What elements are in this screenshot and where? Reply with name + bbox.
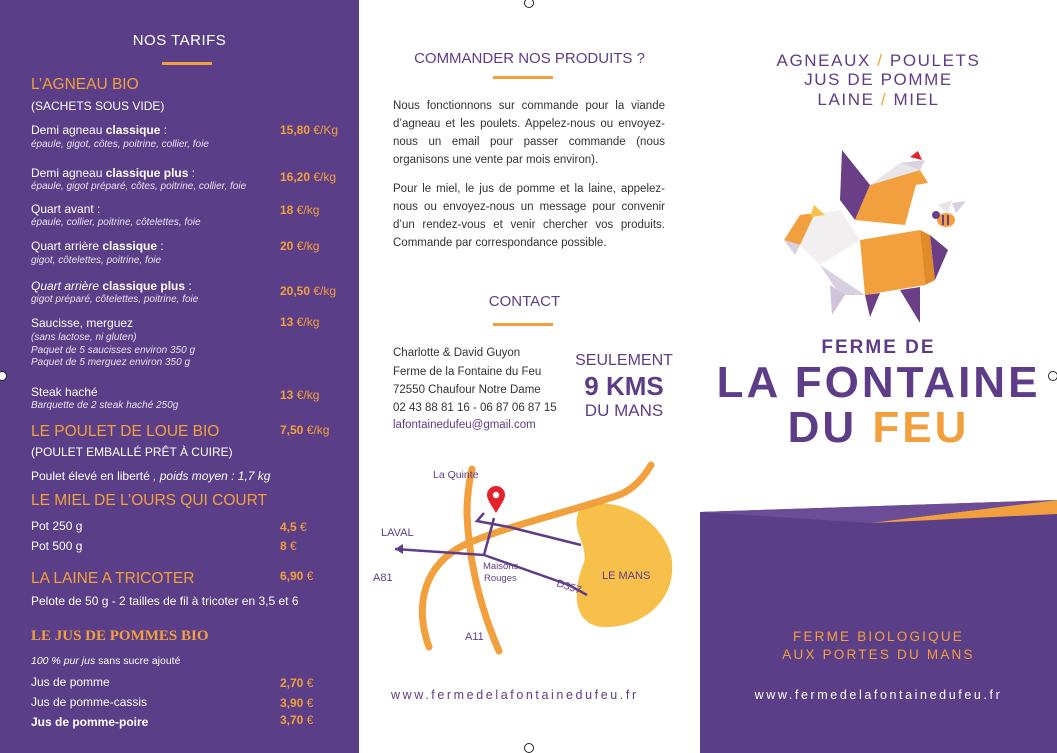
contact-name: Charlotte & David Guyon	[393, 347, 521, 359]
contact-address: 72550 Chaufour Notre Dame	[393, 384, 541, 396]
commande-underline	[493, 76, 553, 79]
price-item-detail: Barquette de 2 steak haché 250g	[31, 400, 179, 411]
price-value: 13 €/kg	[280, 388, 320, 402]
price-item-detail: (sans lactose, ni gluten)	[31, 332, 137, 343]
map-label-a11: A11	[465, 631, 484, 643]
price-item-detail: épaule, gigot préparé, côtes, poitrine, collier, foie	[31, 181, 247, 192]
agneau-title: L’AGNEAU BIO	[31, 76, 139, 93]
le-mans-area	[577, 504, 673, 628]
agneau-subtitle: (SACHETS SOUS VIDE)	[31, 99, 165, 113]
price-item-name: Jus de pomme	[31, 675, 110, 689]
price-item-detail: gigot préparé, côtelettes, poitrine, foie	[31, 294, 199, 305]
price-value: 3,90 €	[280, 696, 314, 710]
registration-mark	[524, 743, 534, 753]
origami-bee-icon	[932, 200, 966, 227]
ferme-de-label: FERME DE	[821, 337, 936, 358]
tarifs-panel	[0, 0, 359, 753]
contact-phone: 02 43 88 81 16 - 06 87 06 87 15	[393, 402, 557, 414]
poulet-line: Poulet élevé en liberté , poids moyen : 1,7 kg	[31, 469, 271, 483]
map-label-laval: LAVAL	[381, 527, 414, 539]
price-item-name: Quart avant :	[31, 202, 101, 216]
map-label-le-mans: LE MANS	[602, 570, 651, 582]
laine-line: Pelote de 50 g - 2 tailles de fil à tricoter en 3,5 et 6	[31, 594, 299, 608]
price-value: 20 €/kg	[280, 239, 320, 253]
commande-paragraph-1: Nous fonctionnons sur commande pour la viande d’agneau et les poulets. Appelez-nous ou envoyez-nous un email pour passer commande (nous organisons une vente par mois environ).	[393, 100, 665, 166]
map-pin-icon	[487, 486, 505, 513]
cover-bottom-band	[700, 500, 1057, 753]
title-underline	[162, 62, 212, 65]
commande-panel	[359, 0, 700, 753]
products-line-2: JUS DE POMME	[804, 70, 953, 89]
tarifs-title: NOS TARIFS	[132, 32, 227, 49]
seulement-label: SEULEMENT	[575, 352, 673, 369]
contact-email[interactable]: lafontainedufeu@gmail.com	[393, 419, 536, 431]
poulet-subtitle: (POULET EMBALLÉ PRÊT À CUIRE)	[31, 445, 233, 459]
contact-underline	[493, 323, 553, 326]
price-item-detail: épaule, gigot, côtes, poitrine, collier, foie	[31, 139, 209, 150]
price-item-name: Demi agneau classique plus :	[31, 166, 196, 180]
map-label-d357: D357	[555, 577, 583, 597]
price-value: 2,70 €	[280, 676, 314, 690]
laine-title: LA LAINE A TRICOTER	[31, 570, 195, 587]
origami-animals-illustration	[770, 145, 990, 325]
la-fontaine-label: LA FONTAINE	[716, 358, 1041, 407]
miel-title: LE MIEL DE L’OURS QUI COURT	[31, 492, 267, 509]
cover-panel	[700, 0, 1057, 753]
origami-hen-icon	[840, 150, 928, 225]
map-label-a81: A81	[373, 572, 393, 584]
products-line-1: AGNEAUX / POULETS	[776, 51, 981, 70]
website-link[interactable]: www.fermedelafontainedufeu.fr	[391, 688, 639, 702]
tagline-line-1: FERME BIOLOGIQUE	[793, 629, 964, 644]
price-value: 3,70 €	[280, 713, 314, 727]
map-label-rouges: Rouges	[484, 573, 517, 584]
price-value: 13 €/kg	[280, 315, 320, 329]
price-item-name: Pot 500 g	[31, 539, 83, 553]
arrow-laval-icon	[395, 544, 403, 554]
price-item-name: Saucisse, merguez	[31, 316, 134, 330]
map-label-maisons: Maisons	[483, 561, 519, 572]
price-item-detail: Paquet de 5 saucisses environ 350 g	[31, 345, 195, 356]
price-item-name: Pot 250 g	[31, 519, 83, 533]
du-feu-label: DU FEU	[787, 403, 970, 452]
map-label-la-quinte: La Quinte	[433, 469, 479, 481]
jus-subtitle: 100 % pur jus sans sucre ajouté	[31, 655, 181, 667]
jus-title: LE JUS DE POMMES BIO	[31, 628, 209, 644]
price-value: 20,50 €/kg	[280, 284, 337, 298]
price-value: 7,50 €/kg	[280, 423, 330, 437]
price-value: 15,80 €/Kg	[280, 123, 339, 137]
price-value: 4,5 €	[280, 520, 307, 534]
price-value: 18 €/kg	[280, 203, 320, 217]
kms-label: 9 KMS	[584, 371, 664, 401]
price-item-detail: épaule, collier, poitrine, côtelettes, foie	[31, 217, 201, 228]
price-value: 6,90 €	[280, 569, 314, 583]
price-item-detail: gigot, côtelettes, poitrine, foie	[31, 255, 162, 266]
price-item-detail: Paquet de 5 merguez environ 350 g	[31, 357, 190, 368]
commande-paragraph-2: Pour le miel, le jus de pomme et la laine, appelez-nous ou envoyez-nous un message pour convenir d’un rendez-vous et venir chercher vos produits. Commande par correspondance possible.	[393, 183, 665, 249]
poulet-title: LE POULET DE LOUE BIO	[31, 423, 220, 440]
du-mans-label: DU MANS	[584, 401, 664, 420]
contact-farm: Ferme de la Fontaine du Feu	[393, 366, 542, 378]
price-item-name: Jus de pomme-cassis	[31, 695, 148, 709]
price-item-name: Quart arrière classique plus :	[31, 279, 192, 293]
products-line-3: LAINE / MIEL	[817, 90, 940, 109]
route-local	[477, 513, 581, 545]
price-value: 8 €	[280, 539, 297, 553]
registration-mark	[1048, 371, 1057, 381]
contact-title: CONTACT	[488, 293, 561, 310]
price-value: 16,20 €/kg	[280, 170, 337, 184]
website-link-cover[interactable]: www.fermedelafontainedufeu.fr	[754, 688, 1003, 702]
location-map	[359, 455, 700, 665]
commande-title: COMMANDER NOS PRODUITS ?	[414, 50, 645, 67]
price-item-name: Steak haché	[31, 385, 98, 399]
price-item-name: Demi agneau classique :	[31, 123, 168, 137]
price-item-name: Quart arrière classique :	[31, 239, 164, 253]
tagline-line-2: AUX PORTES DU MANS	[782, 647, 975, 662]
origami-sheep-icon	[784, 205, 948, 323]
price-item-name: Jus de pomme-poire	[31, 715, 149, 729]
